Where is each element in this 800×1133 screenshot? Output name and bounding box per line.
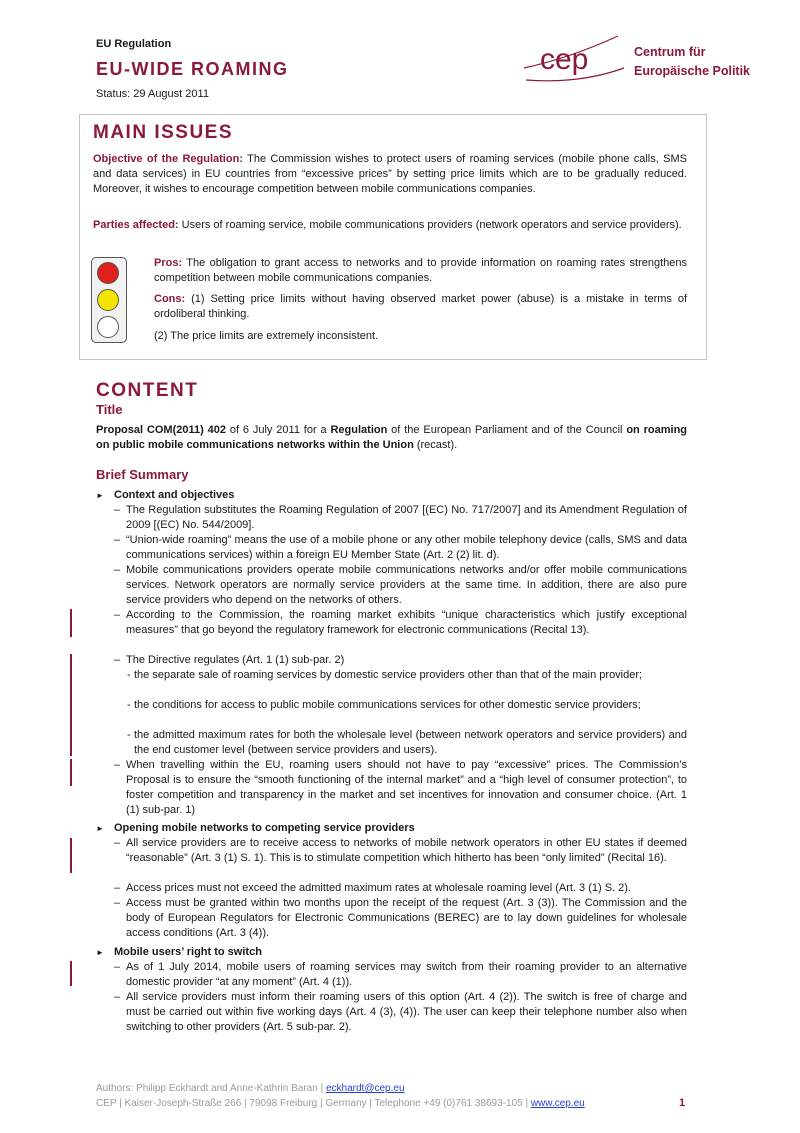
traffic-light-white	[97, 316, 119, 338]
list-item-text: The Regulation substitutes the Roaming Regulation of 2007 [(EC) No. 717/2007] and its Amendment Regulation of 2009 [(EC) No. 544/2009].	[126, 504, 687, 531]
org-name	[634, 43, 750, 81]
list-item-text: All service providers are to receive access to networks of mobile network operators in other EU states if deemed “reasonable” (Art. 3 (1) S. 1). This is to stimulate competition which hitherto has been “only limited” (Recital 16).	[126, 837, 687, 864]
change-marker	[70, 838, 72, 873]
objective-label: Objective of the Regulation:	[93, 153, 243, 165]
main-issues-box	[79, 114, 707, 360]
list-item	[114, 608, 687, 638]
footer-authors	[96, 1083, 405, 1094]
change-marker	[70, 654, 72, 756]
right-to-switch-label: Mobile users’ right to switch	[114, 946, 262, 958]
cons-item-2: (2) The price limits are extremely inconsistent.	[154, 330, 379, 342]
list-item	[114, 990, 687, 1035]
list-item	[114, 960, 687, 990]
traffic-light-yellow	[97, 289, 119, 311]
list-item-text: According to the Commission, the roaming market exhibits “unique characteristics which justify exceptional measures” that go beyond the regulatory framework for electronic communications (Recital 13).	[126, 609, 687, 636]
dash-bullet: –	[114, 654, 121, 666]
proposal-date: of 6 July 2011 for a	[226, 424, 331, 436]
context-objectives-label: Context and objectives	[114, 489, 235, 501]
proposal-recast: (recast).	[413, 439, 458, 451]
arrow-bullet-icon: ►	[96, 824, 104, 833]
dash-bullet: –	[114, 882, 121, 894]
sub-dash-bullet: -	[127, 699, 131, 711]
cons-paragraph	[154, 292, 687, 322]
opening-networks-label: Opening mobile networks to competing service providers	[114, 822, 415, 834]
dash-bullet: –	[114, 534, 121, 546]
dash-bullet: –	[114, 897, 121, 909]
sub-list-item	[127, 728, 687, 758]
document-category: EU Regulation	[96, 38, 172, 50]
list-item	[114, 533, 687, 563]
list-item	[114, 836, 687, 866]
objective-paragraph	[93, 152, 687, 197]
proposal-title-paragraph	[96, 423, 687, 453]
traffic-light-red	[97, 262, 119, 284]
website-link[interactable]: www.cep.eu	[530, 1098, 585, 1109]
cons-label: Cons:	[154, 293, 186, 305]
sub-list-item	[127, 698, 687, 713]
cep-logo-text: cep	[540, 43, 589, 76]
list-item	[114, 563, 687, 608]
document-title: EU-WIDE ROAMING	[96, 59, 289, 79]
org-name-line2: Europäische Politik	[634, 64, 751, 78]
brief-summary-subheading: Brief Summary	[96, 467, 189, 482]
list-item-text: Mobile communications providers operate mobile communications networks and/or offer mobile communications services. Network operators are normally service providers at the same time. In addition, there are also pure service providers who depend on the networks of others.	[126, 564, 687, 606]
main-issues-heading: MAIN ISSUES	[93, 122, 234, 143]
list-item-text: The Directive regulates (Art. 1 (1) sub-par. 2)	[126, 654, 345, 666]
traffic-light-icon	[91, 257, 127, 343]
list-item	[114, 653, 687, 668]
list-item-text: All service providers must inform their roaming users of this option (Art. 4 (2)). The switch is free of charge and must be carried out within five working days (Art. 4 (3), (4)). The user can keep their telephone number also when switching to other providers (Art. 5 sub-par. 2).	[126, 991, 687, 1033]
document-status: Status: 29 August 2011	[96, 88, 209, 100]
change-marker	[70, 961, 72, 986]
list-item	[114, 758, 687, 818]
dash-bullet: –	[114, 991, 121, 1003]
sub-list-item-text: the admitted maximum rates for both the wholesale level (between network operators and service providers) and the end customer level (between service providers and users).	[134, 729, 687, 756]
list-item-text: “Union-wide roaming” means the use of a mobile phone or any other mobile telephony device (calls, SMS and data communications services) within a foreign EU Member State (Art. 2 (2) lit. d).	[126, 534, 687, 561]
proposal-type: Regulation	[330, 424, 388, 436]
list-item	[114, 881, 687, 896]
dash-bullet: –	[114, 837, 121, 849]
list-item	[114, 503, 687, 533]
sub-list-item-text: the separate sale of roaming services by domestic service providers other than that of the main provider;	[134, 669, 643, 681]
proposal-issuer: of the European Parliament and of the Council	[387, 424, 627, 436]
pros-label: Pros:	[154, 257, 183, 269]
list-item-text: As of 1 July 2014, mobile users of roaming services may switch from their roaming provider to an alternative domestic provider “at any moment” (Art. 4 (1)).	[126, 961, 687, 988]
parties-paragraph	[93, 218, 687, 233]
dash-bullet: –	[114, 504, 121, 516]
content-heading: CONTENT	[96, 380, 199, 401]
sub-list-item-text: the conditions for access to public mobile communications services for other domestic service providers;	[134, 699, 641, 711]
footer-address	[96, 1098, 585, 1109]
parties-text: Users of roaming service, mobile communications providers (network operators and service providers).	[181, 219, 682, 231]
dash-bullet: –	[114, 609, 121, 621]
list-item-text: When travelling within the EU, roaming users should not have to pay “excessive” prices. The Commission’s Proposal is to ensure the “smooth functioning of the internal market” and a “high level of consumer protection”, to foster competition and transparency in the market and set incentives for innovation and consumer choice. (Art. 1 (1) sub-par. 1)	[126, 759, 687, 816]
parties-label: Parties affected:	[93, 219, 179, 231]
arrow-bullet-icon: ►	[96, 948, 104, 957]
dash-bullet: –	[114, 961, 121, 973]
pros-paragraph	[154, 256, 687, 286]
sub-dash-bullet: -	[127, 669, 131, 681]
page-number: 1	[679, 1097, 686, 1109]
change-marker	[70, 759, 72, 786]
title-subheading: Title	[96, 402, 123, 417]
footer-address-text: CEP | Kaiser-Joseph-Straße 266 | 79098 Freiburg | Germany | Telephone +49 (0)761 38693-105 |	[96, 1098, 531, 1109]
org-name-line1: Centrum für	[634, 45, 706, 59]
list-item-text: Access must be granted within two months upon the receipt of the request (Art. 3 (3)). The Commission and the body of European Regulators for Electronic Communications (BEREC) are to lay down guidelines for wholesale access conditions (Art. 3 (4)).	[126, 897, 687, 939]
cep-logo-graphic	[520, 28, 630, 88]
footer-authors-text: Authors: Philipp Eckhardt and Anne-Kathrin Baran |	[96, 1083, 326, 1094]
cons-text-1: (1) Setting price limits without having observed market power (abuse) is a mistake in terms of ordoliberal thinking.	[154, 293, 687, 320]
dash-bullet: –	[114, 564, 121, 576]
proposal-reference: Proposal COM(2011) 402	[96, 424, 226, 436]
dash-bullet: –	[114, 759, 121, 771]
proposal-subject: on roaming on public mobile communications networks within the Union	[96, 424, 688, 451]
sub-dash-bullet: -	[127, 729, 131, 741]
list-item	[114, 896, 687, 941]
arrow-bullet-icon: ►	[96, 491, 104, 500]
change-marker	[70, 609, 72, 637]
sub-list-item	[127, 668, 687, 683]
list-item-text: Access prices must not exceed the admitted maximum rates at wholesale roaming level (Art. 3 (1) S. 2).	[126, 882, 631, 894]
author-email-link[interactable]: eckhardt@cep.eu	[325, 1083, 405, 1094]
objective-text: The Commission wishes to protect users of roaming services (mobile phone calls, SMS and data services) in EU countries from “excessive prices” by setting price limits which are to be gradually reduced. Moreover, it wishes to encourage competition between mobile communications companies.	[93, 153, 687, 195]
pros-text: The obligation to grant access to networks and to provide information on roaming rates strengthens competition between mobile communications companies.	[154, 257, 688, 284]
